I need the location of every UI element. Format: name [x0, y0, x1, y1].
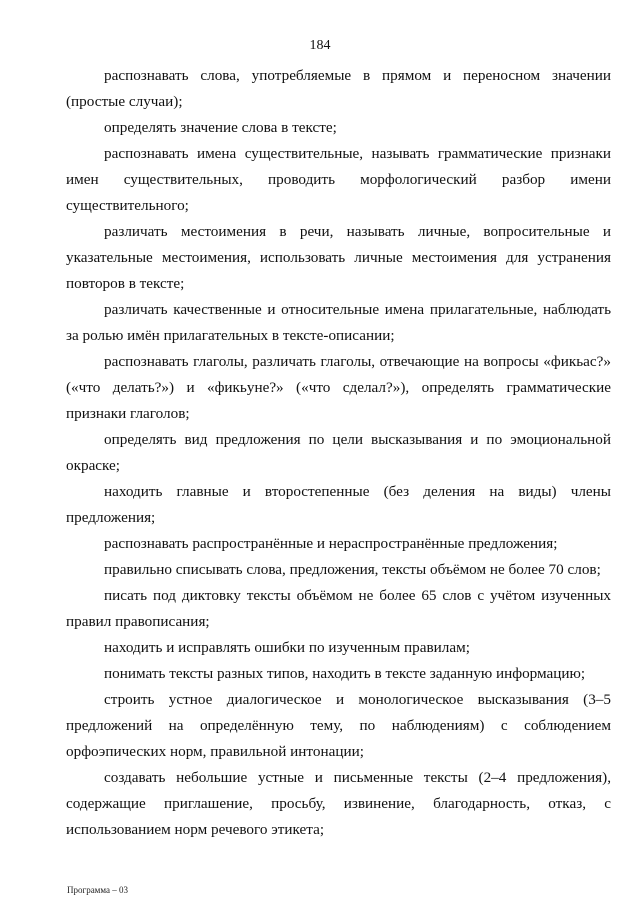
paragraph-15: создавать небольшие устные и письменные тексты (2–4 предложения), содержащие приглашение, просьбу, извинение, благодарность, отказ, с использованием норм речевого этикета; — [66, 769, 611, 838]
paragraph-9: распознавать распространённые и нераспространённые предложения; — [104, 535, 558, 552]
paragraph-7: определять вид предложения по цели высказывания и по эмоциональной окраске; — [66, 431, 611, 474]
page-number: 184 — [309, 38, 331, 53]
paragraph-1: распознавать слова, употребляемые в прямом и переносном значении (простые случаи); — [66, 67, 611, 110]
paragraph-3: распознавать имена существительные, называть грамматические признаки имен существительных, проводить морфологический разбор имени существительного; — [66, 145, 611, 214]
paragraph-13: понимать тексты разных типов, находить в тексте заданную информацию; — [104, 665, 586, 682]
footer-label: Программа – 03 — [67, 885, 129, 895]
paragraph-4: различать местоимения в речи, называть личные, вопросительные и указательные местоимения, использовать личные местоимения для устранения повторов в тексте; — [66, 223, 611, 292]
paragraph-6: распознавать глаголы, различать глаголы, отвечающие на вопросы «фикьас?» («что делать?») и «фикьуне?» («что сделал?»), определять грамматические признаки глаголов; — [66, 353, 611, 422]
paragraph-14: строить устное диалогическое и монологическое высказывания (3–5 предложений на определённую тему, по наблюдениям) с соблюдением орфоэпических норм, правильной интонации; — [66, 691, 611, 760]
paragraph-2: определять значение слова в тексте; — [104, 119, 337, 136]
body-text — [66, 63, 611, 843]
paragraph-11: писать под диктовку тексты объёмом не более 65 слов с учётом изученных правил правописания; — [66, 587, 611, 630]
paragraph-12: находить и исправлять ошибки по изученным правилам; — [104, 639, 470, 656]
paragraph-10: правильно списывать слова, предложения, тексты объёмом не более 70 слов; — [104, 561, 601, 578]
paragraph-5: различать качественные и относительные имена прилагательные, наблюдать за ролью имён прилагательных в тексте-описании; — [66, 301, 611, 344]
paragraph-8: находить главные и второстепенные (без деления на виды) члены предложения; — [66, 483, 611, 526]
